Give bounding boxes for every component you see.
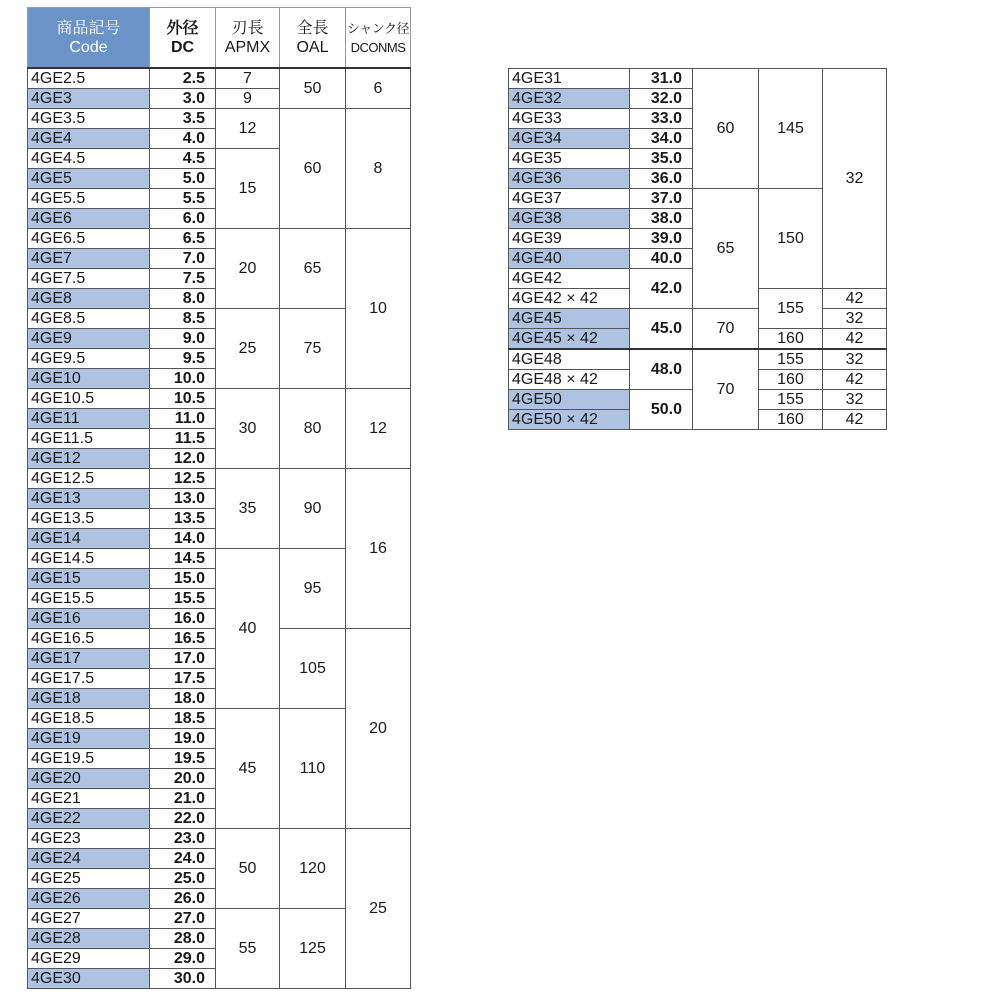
code-cell: 4GE10.5 [28,389,150,409]
dc-cell: 12.0 [150,449,216,469]
oal-cell: 160 [759,329,823,350]
oal-cell: 155 [759,289,823,329]
shank-cell: 32 [823,390,887,410]
code-cell: 4GE14.5 [28,549,150,569]
code-cell: 4GE25 [28,869,150,889]
apmx-cell: 35 [216,469,280,549]
dc-cell: 19.5 [150,749,216,769]
code-cell: 4GE26 [28,889,150,909]
oal-cell: 120 [280,829,346,909]
dc-cell: 21.0 [150,789,216,809]
code-cell: 4GE38 [509,209,630,229]
table-row [28,109,411,129]
code-cell: 4GE15.5 [28,589,150,609]
code-cell: 4GE37 [509,189,630,209]
dc-cell: 12.5 [150,469,216,489]
code-cell: 4GE5 [28,169,150,189]
code-cell: 4GE14 [28,529,150,549]
dc-cell: 7.0 [150,249,216,269]
code-cell: 4GE21 [28,789,150,809]
oal-cell: 155 [759,349,823,370]
header-shank-en: DCONMS [350,39,406,55]
apmx-cell: 12 [216,109,280,149]
dc-cell: 8.5 [150,309,216,329]
dc-cell: 13.0 [150,489,216,509]
code-cell: 4GE16.5 [28,629,150,649]
dc-cell: 6.5 [150,229,216,249]
code-cell: 4GE4.5 [28,149,150,169]
shank-cell: 32 [823,349,887,370]
oal-cell: 60 [280,109,346,229]
shank-cell: 42 [823,329,887,350]
table-row [28,389,411,409]
code-cell: 4GE9.5 [28,349,150,369]
oal-cell: 90 [280,469,346,549]
oal-cell: 65 [280,229,346,309]
header-dc [150,8,216,69]
code-cell: 4GE4 [28,129,150,149]
left-table-body [28,68,411,989]
dc-cell: 13.5 [150,509,216,529]
header-dc-en: DC [170,38,195,56]
dc-cell: 35.0 [630,149,693,169]
dc-cell: 4.5 [150,149,216,169]
apmx-cell: 7 [216,68,280,89]
code-cell: 4GE28 [28,929,150,949]
apmx-cell: 9 [216,89,280,109]
header-apmx-jp: 刃長 [231,19,264,37]
code-cell: 4GE50 [509,390,630,410]
code-cell: 4GE16 [28,609,150,629]
dc-cell: 9.5 [150,349,216,369]
code-cell: 4GE48 × 42 [509,370,630,390]
dc-cell: 3.5 [150,109,216,129]
code-cell: 4GE5.5 [28,189,150,209]
dc-cell: 8.0 [150,289,216,309]
dc-cell: 20.0 [150,769,216,789]
spec-table-right [508,68,887,430]
oal-cell: 145 [759,69,823,189]
table-row [28,229,411,249]
dc-cell: 14.0 [150,529,216,549]
code-cell: 4GE36 [509,169,630,189]
shank-cell: 6 [346,68,411,109]
code-cell: 4GE15 [28,569,150,589]
header-code [28,8,150,69]
dc-cell: 36.0 [630,169,693,189]
oal-cell: 75 [280,309,346,389]
dc-cell: 10.0 [150,369,216,389]
dc-cell: 5.5 [150,189,216,209]
right-table-body [509,69,887,430]
dc-cell: 24.0 [150,849,216,869]
code-cell: 4GE11.5 [28,429,150,449]
dc-cell: 37.0 [630,189,693,209]
code-cell: 4GE6 [28,209,150,229]
code-cell: 4GE3.5 [28,109,150,129]
apmx-cell: 55 [216,909,280,989]
dc-cell: 40.0 [630,249,693,269]
apmx-cell: 50 [216,829,280,909]
oal-cell: 150 [759,189,823,289]
header-oal [280,8,346,69]
dc-cell: 50.0 [630,390,693,430]
dc-cell: 19.0 [150,729,216,749]
shank-cell: 42 [823,289,887,309]
code-cell: 4GE42 [509,269,630,289]
dc-cell: 28.0 [150,929,216,949]
code-cell: 4GE10 [28,369,150,389]
spec-table-left [27,7,411,989]
oal-cell: 125 [280,909,346,989]
shank-cell: 32 [823,69,887,289]
shank-cell: 16 [346,469,411,629]
dc-cell: 18.0 [150,689,216,709]
apmx-cell: 65 [693,189,759,309]
code-cell: 4GE7 [28,249,150,269]
shank-cell: 32 [823,309,887,329]
code-cell: 4GE48 [509,349,630,370]
code-cell: 4GE2.5 [28,68,150,89]
table-row [28,829,411,849]
oal-cell: 160 [759,410,823,430]
dc-cell: 2.5 [150,68,216,89]
dc-cell: 6.0 [150,209,216,229]
oal-cell: 110 [280,709,346,829]
header-apmx [216,8,280,69]
shank-cell: 10 [346,229,411,389]
table-row [28,469,411,489]
code-cell: 4GE18 [28,689,150,709]
code-cell: 4GE19 [28,729,150,749]
code-cell: 4GE17.5 [28,669,150,689]
code-cell: 4GE13 [28,489,150,509]
shank-cell: 8 [346,109,411,229]
code-cell: 4GE19.5 [28,749,150,769]
shank-cell: 20 [346,629,411,829]
apmx-cell: 25 [216,309,280,389]
code-cell: 4GE27 [28,909,150,929]
dc-cell: 27.0 [150,909,216,929]
dc-cell: 7.5 [150,269,216,289]
code-cell: 4GE23 [28,829,150,849]
dc-cell: 23.0 [150,829,216,849]
code-cell: 4GE29 [28,949,150,969]
apmx-cell: 70 [693,309,759,350]
code-cell: 4GE3 [28,89,150,109]
code-cell: 4GE42 × 42 [509,289,630,309]
oal-cell: 155 [759,390,823,410]
dc-cell: 17.0 [150,649,216,669]
dc-cell: 48.0 [630,349,693,390]
header-shank [346,8,411,69]
code-cell: 4GE7.5 [28,269,150,289]
dc-cell: 16.5 [150,629,216,649]
shank-cell: 42 [823,410,887,430]
code-cell: 4GE50 × 42 [509,410,630,430]
code-cell: 4GE12 [28,449,150,469]
header-shank-jp: シャンク径 [347,20,409,36]
dc-cell: 29.0 [150,949,216,969]
oal-cell: 160 [759,370,823,390]
code-cell: 4GE13.5 [28,509,150,529]
header-oal-en: OAL [296,38,329,56]
apmx-cell: 30 [216,389,280,469]
dc-cell: 11.0 [150,409,216,429]
code-cell: 4GE35 [509,149,630,169]
apmx-cell: 70 [693,349,759,430]
code-cell: 4GE45 × 42 [509,329,630,350]
code-cell: 4GE18.5 [28,709,150,729]
dc-cell: 39.0 [630,229,693,249]
oal-cell: 50 [280,68,346,109]
table-row [509,309,887,329]
dc-cell: 42.0 [630,269,693,309]
dc-cell: 26.0 [150,889,216,909]
apmx-cell: 60 [693,69,759,189]
dc-cell: 34.0 [630,129,693,149]
dc-cell: 11.5 [150,429,216,449]
dc-cell: 22.0 [150,809,216,829]
code-cell: 4GE30 [28,969,150,989]
dc-cell: 14.5 [150,549,216,569]
header-row [28,8,411,69]
header-dc-jp: 外径 [166,19,199,37]
shank-cell: 12 [346,389,411,469]
code-cell: 4GE17 [28,649,150,669]
dc-cell: 4.0 [150,129,216,149]
header-oal-jp: 全長 [296,19,329,37]
dc-cell: 15.0 [150,569,216,589]
dc-cell: 38.0 [630,209,693,229]
dc-cell: 16.0 [150,609,216,629]
dc-cell: 32.0 [630,89,693,109]
apmx-cell: 45 [216,709,280,829]
code-cell: 4GE40 [509,249,630,269]
shank-cell: 25 [346,829,411,989]
oal-cell: 105 [280,629,346,709]
code-cell: 4GE9 [28,329,150,349]
dc-cell: 31.0 [630,69,693,89]
code-cell: 4GE24 [28,849,150,869]
dc-cell: 3.0 [150,89,216,109]
apmx-cell: 20 [216,229,280,309]
code-cell: 4GE12.5 [28,469,150,489]
dc-cell: 9.0 [150,329,216,349]
code-cell: 4GE11 [28,409,150,429]
code-cell: 4GE34 [509,129,630,149]
code-cell: 4GE32 [509,89,630,109]
code-cell: 4GE45 [509,309,630,329]
dc-cell: 30.0 [150,969,216,989]
code-cell: 4GE22 [28,809,150,829]
dc-cell: 18.5 [150,709,216,729]
apmx-cell: 40 [216,549,280,709]
code-cell: 4GE33 [509,109,630,129]
dc-cell: 33.0 [630,109,693,129]
dc-cell: 15.5 [150,589,216,609]
dc-cell: 10.5 [150,389,216,409]
dc-cell: 45.0 [630,309,693,350]
table-row [509,349,887,370]
code-cell: 4GE8.5 [28,309,150,329]
shank-cell: 42 [823,370,887,390]
apmx-cell: 15 [216,149,280,229]
header-code-jp: 商品記号 [56,19,121,37]
code-cell: 4GE6.5 [28,229,150,249]
code-cell: 4GE20 [28,769,150,789]
header-apmx-en: APMX [224,38,271,56]
table-row [28,68,411,89]
dc-cell: 17.5 [150,669,216,689]
code-cell: 4GE39 [509,229,630,249]
dc-cell: 25.0 [150,869,216,889]
header-code-en: Code [69,38,108,56]
code-cell: 4GE31 [509,69,630,89]
dc-cell: 5.0 [150,169,216,189]
oal-cell: 95 [280,549,346,629]
oal-cell: 80 [280,389,346,469]
table-row [509,69,887,89]
code-cell: 4GE8 [28,289,150,309]
